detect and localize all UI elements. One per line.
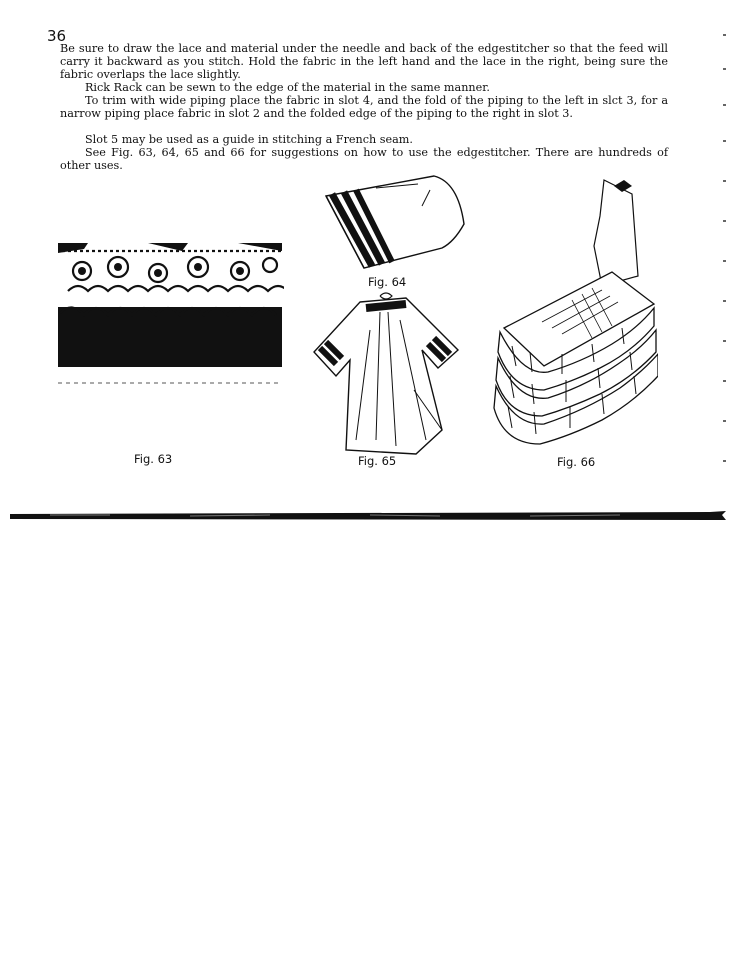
edge-mark (723, 68, 726, 70)
edge-mark (723, 104, 726, 106)
paragraph-french-seam: Slot 5 may be used as a guide in stitching a French seam. (85, 133, 413, 146)
figure-63-caption: Fig. 63 (134, 452, 173, 466)
figure-63-lace-illustration (58, 243, 284, 388)
edge-mark (723, 220, 726, 222)
bottom-rule (10, 511, 726, 521)
figure-64-caption: Fig. 64 (368, 275, 407, 289)
edge-mark (723, 380, 726, 382)
edge-mark (723, 34, 726, 36)
figure-66-caption: Fig. 66 (557, 455, 596, 469)
paragraph-lace: Be sure to draw the lace and material under the needle and back of the edgestitcher so that the feed will carry it backward as you stitch. Hold the fabric in the left hand and the lace in the right, being sure the fabric overlaps the lace slightly. (60, 42, 668, 81)
paragraph-see-figures: See Fig. 63, 64, 65 and 66 for suggestions on how to use the edgestitcher. There are hundreds of other uses. (60, 146, 668, 172)
edge-mark (723, 460, 726, 462)
edge-mark (723, 300, 726, 302)
paragraph-rick-rack: Rick Rack can be sewn to the edge of the material in the same manner. (85, 81, 490, 94)
edge-mark (723, 140, 726, 142)
edge-mark (723, 420, 726, 422)
figure-64-pillowcase-illustration (322, 172, 468, 274)
figure-66-bassinet-illustration (482, 176, 658, 450)
edge-mark (723, 180, 726, 182)
page-number: 36 (47, 27, 67, 45)
paragraph-piping: To trim with wide piping place the fabric in slot 4, and the fold of the piping to the left in slct 3, for a narrow piping place fabric in slot 2 and the folded edge of the piping to the right in slot 3. (60, 94, 668, 120)
edge-mark (723, 340, 726, 342)
figure-65-caption: Fig. 65 (358, 454, 397, 468)
figure-65-robe-illustration (310, 290, 466, 456)
edge-mark (723, 260, 726, 262)
